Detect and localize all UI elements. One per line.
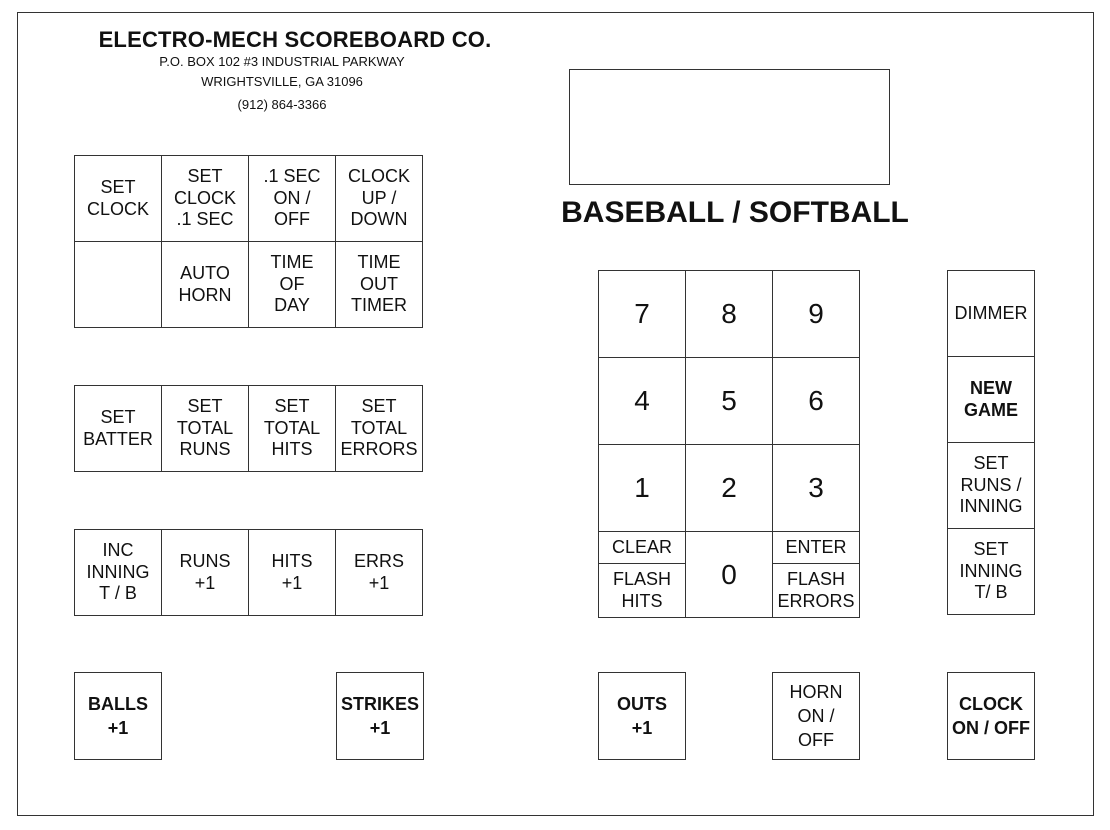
clock-on-off-button[interactable]: CLOCK ON / OFF bbox=[947, 672, 1035, 760]
set-total-errors-button[interactable]: SET TOTAL ERRORS bbox=[336, 386, 423, 472]
lcd-display bbox=[569, 69, 890, 185]
key-5[interactable]: 5 bbox=[686, 358, 773, 445]
time-of-day-button[interactable]: TIME OF DAY bbox=[249, 242, 336, 328]
inc-inning-button[interactable]: INC INNING T / B bbox=[75, 530, 162, 616]
horn-toggle-button[interactable]: HORN ON / OFF bbox=[772, 672, 860, 760]
key-6[interactable]: 6 bbox=[773, 358, 860, 445]
key-2[interactable]: 2 bbox=[686, 445, 773, 532]
set-totals-controls bbox=[74, 385, 423, 472]
outs-plus-one-button[interactable]: OUTS +1 bbox=[598, 672, 686, 760]
enter-button[interactable]: ENTER bbox=[773, 532, 859, 564]
enter-flash-errors-key bbox=[773, 532, 860, 618]
key-9[interactable]: 9 bbox=[773, 271, 860, 358]
set-runs-inning-button[interactable]: SET RUNS / INNING bbox=[948, 443, 1035, 529]
dimmer-button[interactable]: DIMMER bbox=[948, 271, 1035, 357]
clear-flash-hits-key bbox=[599, 532, 686, 618]
time-out-timer-button[interactable]: TIME OUT TIMER bbox=[336, 242, 423, 328]
strikes-plus-one-button[interactable]: STRIKES +1 bbox=[336, 672, 424, 760]
blank-key bbox=[75, 242, 162, 328]
increment-controls bbox=[74, 529, 423, 616]
errs-plus-one-button[interactable]: ERRS +1 bbox=[336, 530, 423, 616]
set-clock-button[interactable]: SET CLOCK bbox=[75, 156, 162, 242]
set-total-runs-button[interactable]: SET TOTAL RUNS bbox=[162, 386, 249, 472]
numeric-keypad bbox=[598, 270, 860, 618]
right-controls bbox=[947, 270, 1035, 615]
key-0[interactable]: 0 bbox=[686, 532, 773, 618]
clock-controls bbox=[74, 155, 423, 328]
set-inning-tb-button[interactable]: SET INNING T/ B bbox=[948, 529, 1035, 615]
tenth-sec-toggle-button[interactable]: .1 SEC ON / OFF bbox=[249, 156, 336, 242]
key-1[interactable]: 1 bbox=[599, 445, 686, 532]
set-batter-button[interactable]: SET BATTER bbox=[75, 386, 162, 472]
hits-plus-one-button[interactable]: HITS +1 bbox=[249, 530, 336, 616]
clear-button[interactable]: CLEAR bbox=[599, 532, 685, 564]
set-total-hits-button[interactable]: SET TOTAL HITS bbox=[249, 386, 336, 472]
company-phone: (912) 864-3366 bbox=[237, 97, 327, 112]
company-address-line1: P.O. BOX 102 #3 INDUSTRIAL PARKWAY bbox=[159, 54, 405, 69]
sport-title: BASEBALL / SOFTBALL bbox=[561, 196, 909, 229]
flash-errors-button[interactable]: FLASH ERRORS bbox=[777, 568, 855, 611]
key-4[interactable]: 4 bbox=[599, 358, 686, 445]
key-3[interactable]: 3 bbox=[773, 445, 860, 532]
set-clock-tenth-button[interactable]: SET CLOCK .1 SEC bbox=[162, 156, 249, 242]
key-8[interactable]: 8 bbox=[686, 271, 773, 358]
key-7[interactable]: 7 bbox=[599, 271, 686, 358]
company-address-line2: WRIGHTSVILLE, GA 31096 bbox=[201, 74, 363, 89]
clock-up-down-button[interactable]: CLOCK UP / DOWN bbox=[336, 156, 423, 242]
new-game-button[interactable]: NEW GAME bbox=[948, 357, 1035, 443]
flash-hits-button[interactable]: FLASH HITS bbox=[612, 568, 672, 611]
balls-plus-one-button[interactable]: BALLS +1 bbox=[74, 672, 162, 760]
company-name: ELECTRO-MECH SCOREBOARD CO. bbox=[98, 27, 492, 52]
auto-horn-button[interactable]: AUTO HORN bbox=[162, 242, 249, 328]
runs-plus-one-button[interactable]: RUNS +1 bbox=[162, 530, 249, 616]
